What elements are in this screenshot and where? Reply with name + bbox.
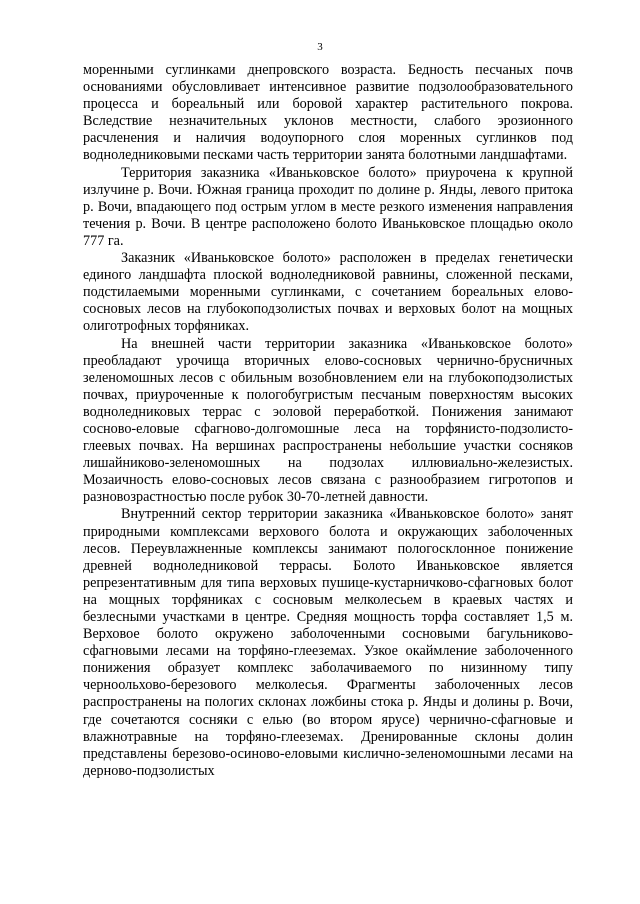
paragraph-1: моренными суглинками днепровского возраста. Бедность песчаных почв основаниями обусловливает интенсивное развитие подзолообразовательного процесса и бореальный или боровой характер растительного покрова. Вследствие незначительных уклонов местности, слабого эрозионного расчленения и наличия водоупорного слоя моренных суглинков под водноледниковыми песками часть территории занята болотными ландшафтами. xyxy=(83,62,573,164)
paragraph-4: На внешней части территории заказника «Иваньковское болото» преобладают урочища вторичных елово-сосновых чернично-брусничных зеленомошных лесов с обильным возобновлением ели на глубокоподзолистых почвах, приуроченные к пологобугристым песчаным поверхностям высоких водноледниковых террас с эоловой переработкой. Понижения занимают сосново-еловые сфагново-долгомошные леса на торфянисто-подзолисто-глеевых почвах. На вершинах распространены небольшие участки сосняков лишайниково-зеленомошных на подзолах иллювиально-железистых. Мозаичность елово-сосновых лесов связана с разнообразием гигротопов и разновозрастностью после рубок 30-70-летней давности. xyxy=(83,335,573,506)
paragraph-3: Заказник «Иваньковское болото» расположен в пределах генетически единого ландшафта плоской водноледниковой равнины, сложенной песками, подстилаемыми моренными суглинками, с сочетанием бореальных елово-сосновых лесов на глубокоподзолистых почвах и верховых болот на мощных олиготрофных торфяниках. xyxy=(83,250,573,335)
paragraph-2: Территория заказника «Иваньковское болото» приурочена к крупной излучине р. Вочи. Южная граница проходит по долине р. Янды, левого притока р. Вочи, впадающего под острым углом в месте резкого изменения направления течения р. Вочи. В центре расположено болото Иваньковское площадью около 777 га. xyxy=(83,164,573,249)
page-number: 3 xyxy=(317,41,323,53)
paragraph-5: Внутренний сектор территории заказника «Иваньковское болото» занят природными комплексами верхового болота и окружающих заболоченных лесов. Переувлажненные комплексы занимают пологосклонное понижение древней водноледниковой террасы. Болото Иваньковское является репрезентативным для типа верховых пушице-кустарничково-сфагновых болот на мощных торфяниках с сосновым мелколесьем в краевых частях и безлесными участками в центре. Средняя мощность торфа составляет 1,5 м. Верховое болото окружено заболоченными сосновыми багульниково-сфагновыми лесами на торфяно-глееземах. Узкое окаймление заболоченного понижения образует комплекс заболачиваемого по низинному типу черноольхово-березового мелколесья. Фрагменты заболоченных лесов распространены на пологих склонах ложбины стока р. Янды и долины р. Вочи, где сочетаются сосняки с елью (во втором ярусе) чернично-сфагновые и влажнотравные на торфяно-глееземах. Дренированные склоны долин представлены березово-осиново-еловыми кислично-зеленомошными лесами на дерново-подзолистых xyxy=(83,506,573,779)
body-text xyxy=(83,62,573,780)
